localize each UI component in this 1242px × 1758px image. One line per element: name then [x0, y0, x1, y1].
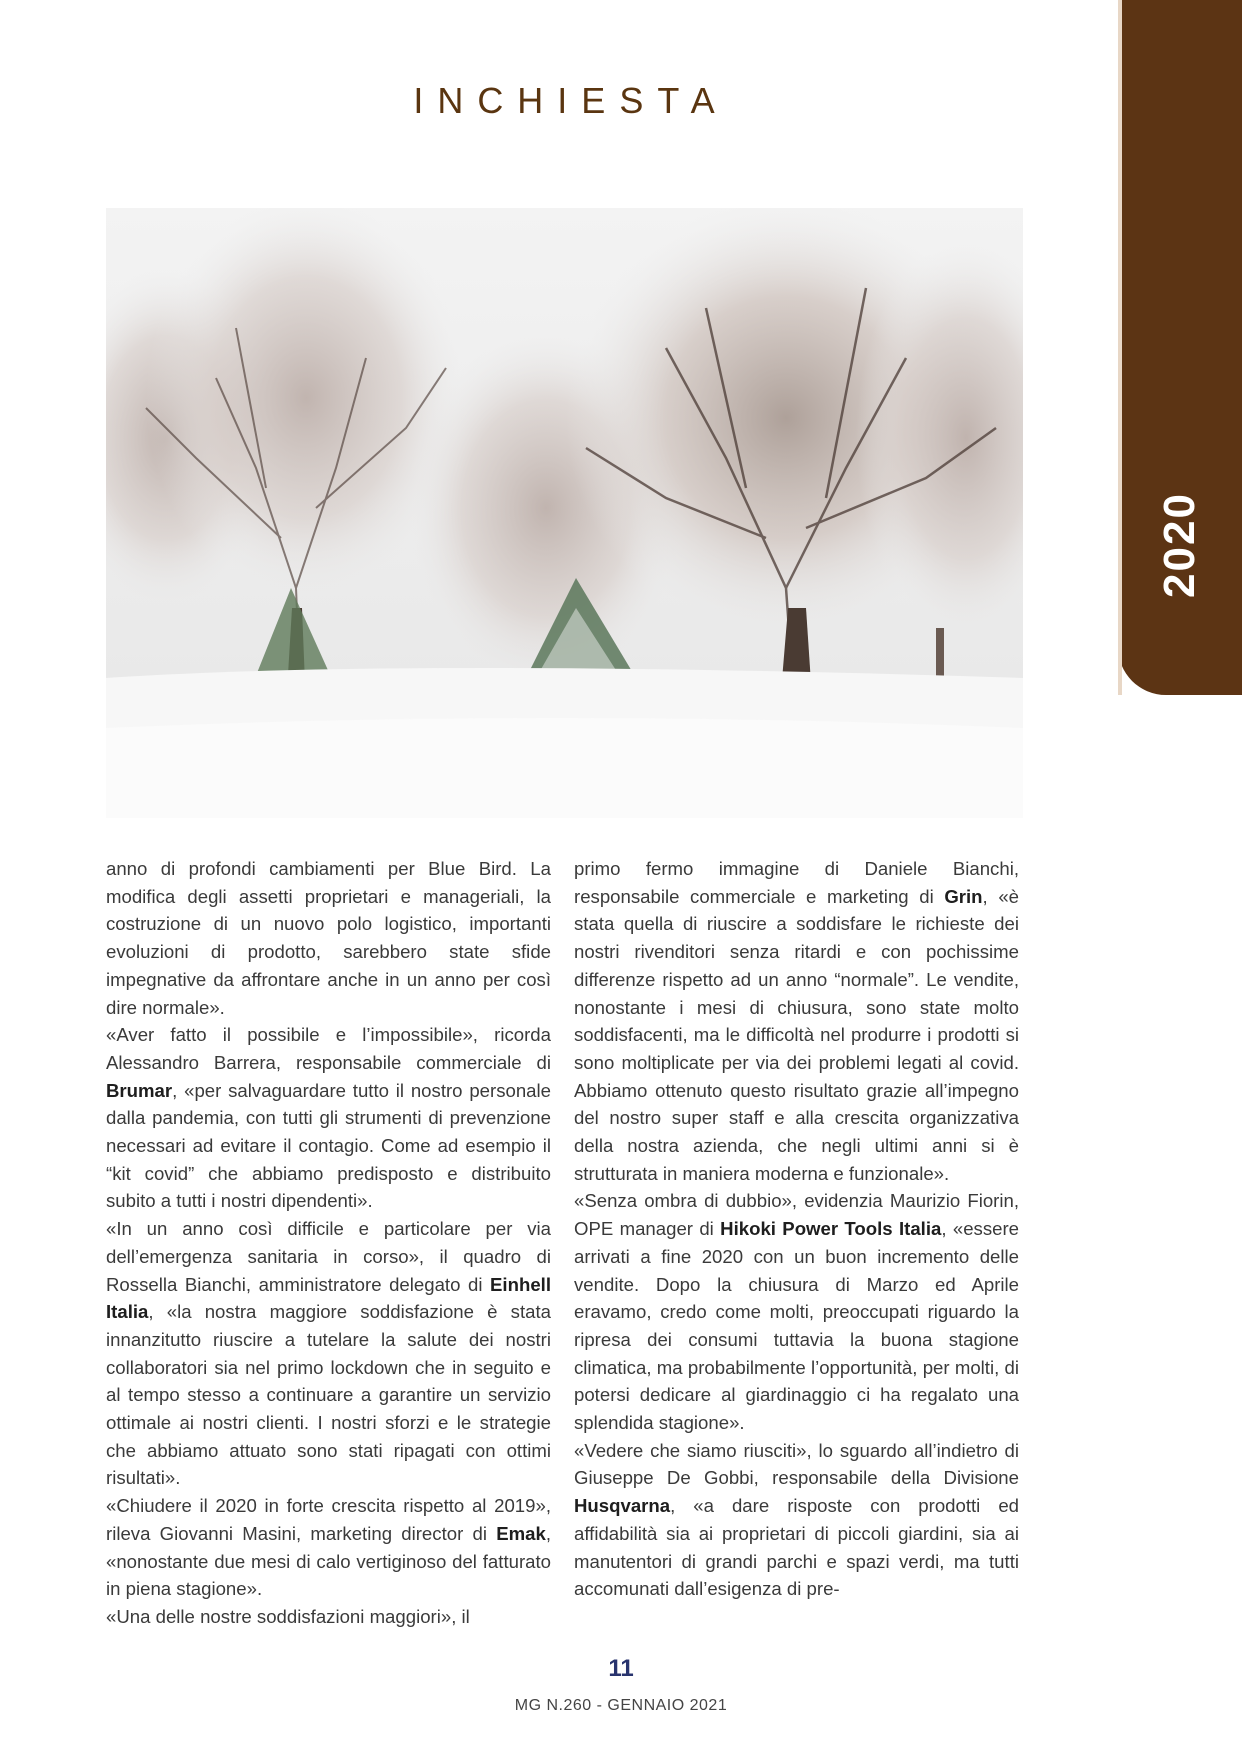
page-number: 11 [608, 1655, 634, 1682]
photo-illustration [106, 208, 1023, 818]
brand-name: Einhell Italia [106, 1273, 551, 1323]
paragraph: «In un anno così difficile e particolare per via dell’emergenza sanitaria in corso», il quadro di Rossella Bianchi, amministratore delegato di Einhell Italia, «la nostra maggiore soddisfazione è stata innanzitutto riuscire a tutelare la salute dei nostri collaboratori sia nel primo lockdown che in seguito e al tempo stesso a continuare a garantire un servizio ottimale ai nostri clienti. I nostri sforzi e le strategie che abbiamo attuato sono stati ripagati con ottimi risultati». [106, 1218, 551, 1489]
article-column-right [574, 855, 1019, 1603]
paragraph: «Chiudere il 2020 in forte crescita rispetto al 2019», rileva Giovanni Masini, marketing director di Emak, «nonostante due mesi di calo vertiginoso del fatturato in piena stagione». [106, 1495, 551, 1600]
paragraph: «Vedere che siamo riusciti», lo sguardo all’indietro di Giuseppe De Gobbi, responsabile della Divisione Husqvarna, «a dare risposte con prodotti ed affidabilità sia ai proprietari di piccoli giardini, sia ai manutentori di grandi parchi e spazi verdi, ma tutti accomunati dall’esigenza di pre- [574, 1439, 1019, 1600]
brand-name: Emak [496, 1522, 546, 1544]
paragraph: primo fermo immagine di Daniele Bianchi, responsabile commerciale e marketing di Grin, «è stata quella di riuscire a soddisfare le richieste dei nostri rivenditori senza ritardi e con pochissime differenze rispetto ad un anno “normale”. Le vendite, nonostante i mesi di chiusura, sono state molto soddisfacenti, ma le difficoltà nel produrre i prodotti si sono moltiplicate per via dei problemi legati al covid. Abbiamo ottenuto questo risultato grazie all’impegno del nostro super staff e alla crescita organizzativa della nostra azienda, che negli ultimi anni si è strutturata in maniera moderna e funzionale». [574, 858, 1020, 1184]
brand-name: Hikoki Power Tools Italia [720, 1218, 942, 1240]
section-title: INCHIESTA [413, 80, 729, 121]
paragraph: anno di profondi cambiamenti per Blue Bird. La modifica degli assetti proprietari e manageriali, la costruzione di un nuovo polo logistico, importanti evoluzioni di prodotto, sarebbero state sfide impegnative da affrontare anche in un anno per così dire normale». [106, 858, 551, 1018]
brand-name: Husqvarna [574, 1495, 671, 1517]
article-column-left [106, 855, 551, 1631]
paragraph: «Aver fatto il possibile e l’impossibile», ricorda Alessandro Barrera, responsabile commerciale di Brumar, «per salvaguardare tutto il nostro personale dalla pandemia, con tutti gli strumenti di prevenzione necessari ad evitare il contagio. Come ad esempio il “kit covid” che abbiamo predisposto e distribuito subito a tutti i nostri dipendenti». [106, 1024, 551, 1212]
brand-name: Grin [944, 885, 983, 907]
brand-name: Brumar [106, 1079, 173, 1101]
side-tab-year: 2020 [1155, 492, 1204, 598]
paragraph: «Una delle nostre soddisfazioni maggiori», il [106, 1605, 470, 1627]
snowy-trees-photo [106, 208, 1023, 818]
paragraph: «Senza ombra di dubbio», evidenzia Maurizio Fiorin, OPE manager di Hikoki Power Tools Italia, «essere arrivati a fine 2020 con un buon incremento delle vendite. Dopo la chiusura di Marzo ed Aprile eravamo, credo come molti, preoccupati riguardo la ripresa dei consumi tuttavia la buona stagione climatica, ma probabilmente l’opportunità, per molti, di potersi dedicare al giardinaggio ci ha regalato una splendida stagione». [574, 1190, 1020, 1434]
issue-label: MG N.260 - GENNAIO 2021 [514, 1697, 728, 1714]
